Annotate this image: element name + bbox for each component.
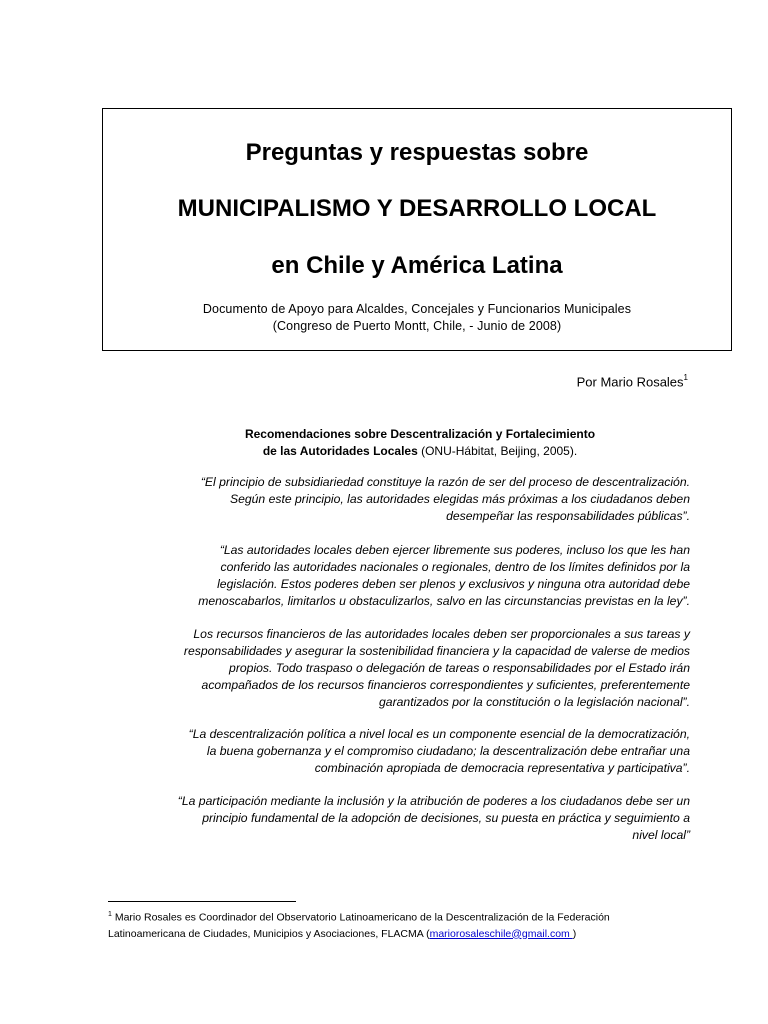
author-email-link[interactable]: mariorosaleschile@gmail.com bbox=[429, 927, 573, 940]
quote-line: Los recursos financieros de las autoridades locales deben ser proporcionales a sus tareas y bbox=[193, 627, 690, 641]
quote-line: principio fundamental de la adopción de decisiones, su puesta en práctica y seguimiento a bbox=[202, 811, 690, 825]
quote-line: “La descentralización política a nivel local es un componente esencial de la democratización, bbox=[188, 727, 690, 741]
recommendations-heading bbox=[180, 426, 660, 460]
quote-line: combinación apropiada de democracia representativa y participativa”. bbox=[314, 761, 690, 775]
footnote-separator bbox=[108, 901, 296, 902]
footnote-line-1: Mario Rosales es Coordinador del Observatorio Latinoamericano de la Descentralización de la Federación bbox=[111, 911, 610, 924]
quote-line: desempeñar las responsabilidades públicas”. bbox=[446, 509, 690, 523]
quote-5 bbox=[130, 793, 690, 844]
quote-line: legislación. Estos poderes deben ser plenos y exclusivos y ninguna otra autoridad debe bbox=[217, 577, 690, 591]
recommendations-heading-line-2-bold: de las Autoridades Locales bbox=[262, 444, 418, 458]
title-box bbox=[102, 108, 732, 351]
quote-line: responsabilidades y asegurar la sostenibilidad financiera y la capacidad de valerse de medios bbox=[183, 644, 690, 658]
author-footnote-ref[interactable]: 1 bbox=[683, 373, 688, 382]
quote-line: “Las autoridades locales deben ejercer libremente sus poderes, incluso los que les han bbox=[219, 543, 690, 557]
quote-line: acompañados de los recursos financieros correspondientes y suficientes, preferentemente bbox=[201, 678, 690, 692]
title-line-1: Preguntas y respuestas sobre bbox=[245, 139, 589, 166]
footnote-line-2-suffix: ) bbox=[572, 927, 577, 940]
quote-line: Según este principio, las autoridades elegidas más próximas a los ciudadanos deben bbox=[229, 492, 690, 506]
recommendations-heading-line-1: Recomendaciones sobre Descentralización y Fortalecimiento bbox=[244, 427, 596, 441]
quote-line: garantizados por la constitución o la legislación nacional”. bbox=[379, 695, 690, 709]
subtitle-line-1: Documento de Apoyo para Alcaldes, Concejales y Funcionarios Municipales bbox=[202, 302, 632, 316]
footnote bbox=[108, 907, 648, 942]
quote-line: conferido las autoridades nacionales o regionales, dentro de los límites definidos por la bbox=[220, 560, 690, 574]
subtitle-line-2: (Congreso de Puerto Montt, Chile, - Junio de 2008) bbox=[272, 319, 562, 333]
author-line bbox=[577, 374, 688, 389]
quote-2 bbox=[130, 542, 690, 610]
quote-line: menoscabarlos, limitarlos u obstaculizarlos, salvo en las circunstancias previstas en la ley”. bbox=[198, 594, 690, 608]
author-name: Por Mario Rosales bbox=[576, 374, 684, 390]
quote-1 bbox=[130, 474, 690, 525]
quote-line: “El principio de subsidiariedad constituye la razón de ser del proceso de descentralización. bbox=[200, 475, 690, 489]
quote-3 bbox=[130, 626, 690, 711]
title-line-2: MUNICIPALISMO Y DESARROLLO LOCAL bbox=[177, 195, 657, 222]
quote-line: nivel local” bbox=[632, 828, 690, 842]
quote-line: “La participación mediante la inclusión y la atribución de poderes a los ciudadanos debe ser un bbox=[177, 794, 690, 808]
quote-line: la buena gobernanza y el compromiso ciudadano; la descentralización debe entrañar una bbox=[206, 744, 690, 758]
quote-line: propios. Todo traspaso o delegación de tareas o responsabilidades por el Estado irán bbox=[229, 661, 690, 675]
title-line-3: en Chile y América Latina bbox=[271, 252, 563, 279]
quote-4 bbox=[130, 726, 690, 777]
footnote-number: 1 bbox=[108, 911, 112, 918]
recommendations-heading-line-2-source: (ONU-Hábitat, Beijing, 2005). bbox=[417, 444, 578, 458]
footnote-line-2-prefix: Latinoamericana de Ciudades, Municipios y Asociaciones, FLACMA ( bbox=[108, 927, 430, 940]
